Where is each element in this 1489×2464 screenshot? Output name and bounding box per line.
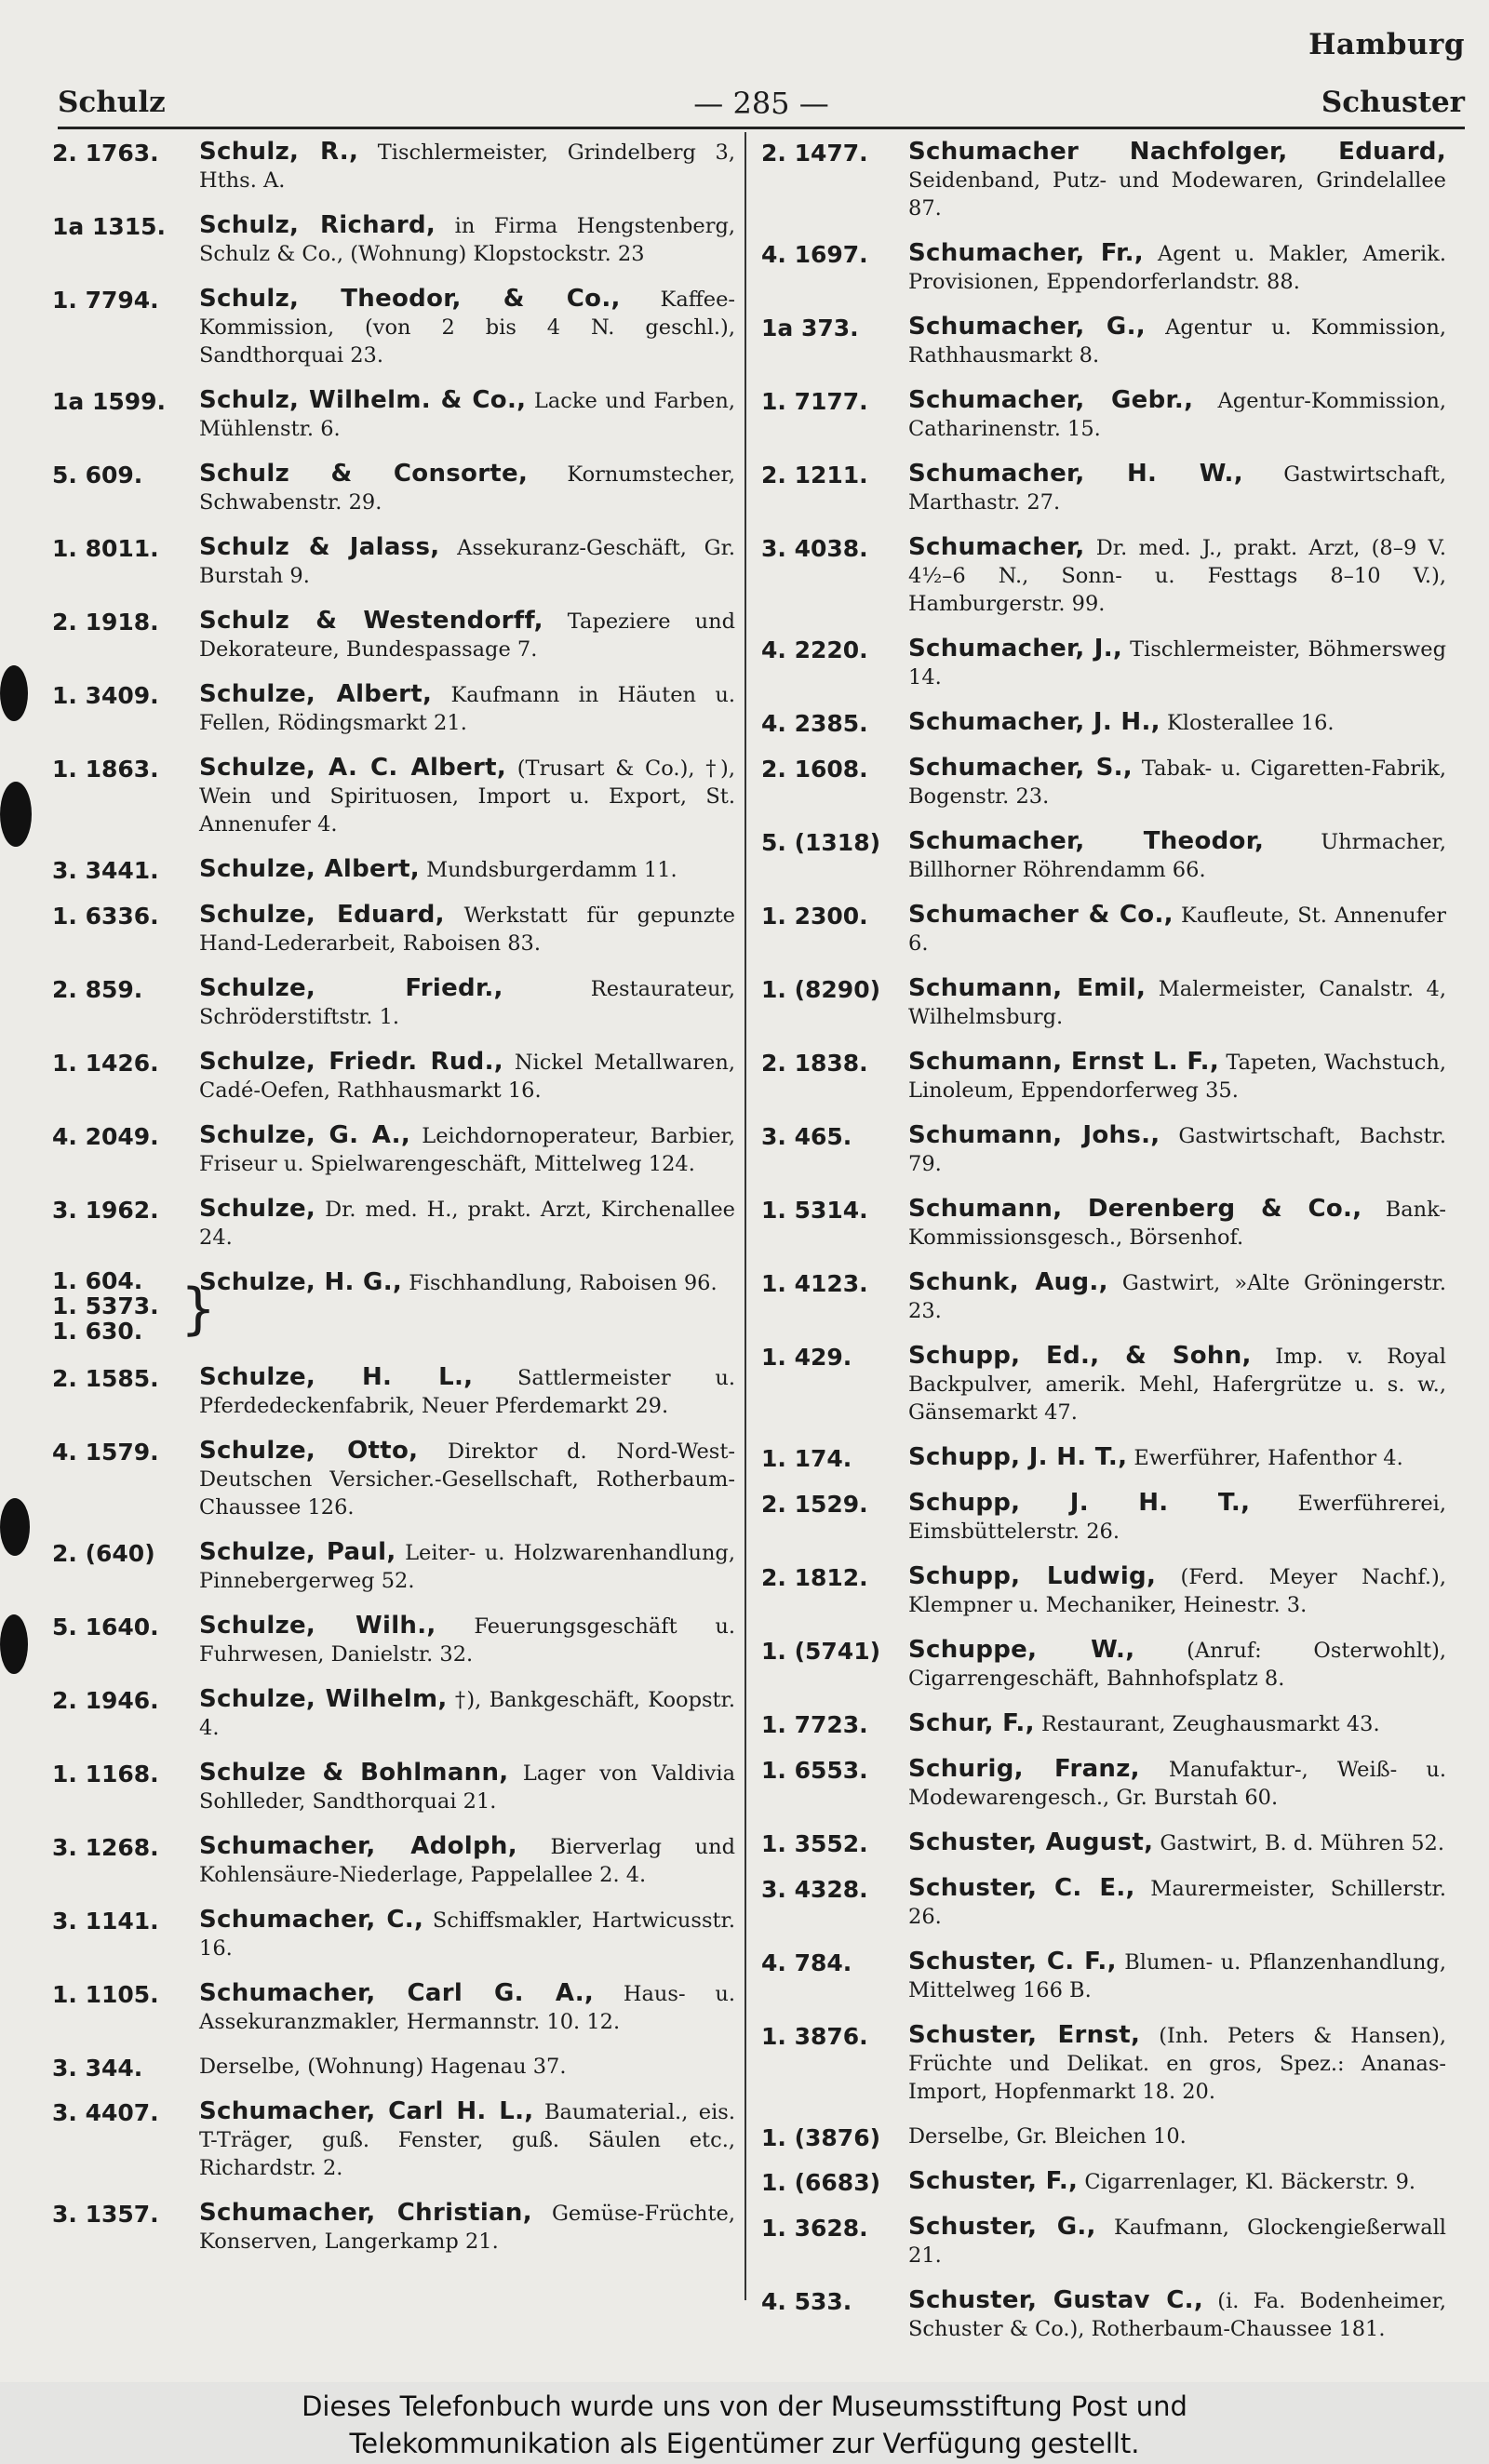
entry-details: Baumaterial., eis. T-Träger, guß. Fenster, guß. Säulen etc., Richardstr. 2. [199,2100,736,2180]
entry-details: Feuerungsgeschäft u. Fuhrwesen, Danielstr. 32. [199,1614,735,1667]
entry-details: Lacke und Farben, Mühlenstr. 6. [199,389,735,441]
entry-details: Werkstatt für gepunzte Hand-Lederarbeit, Raboisen 83. [199,904,735,956]
entry-details: Sattlermeister u. Pferdedeckenfabrik, Neuer Pferdemarkt 29. [199,1366,735,1418]
entry-name: Schumacher Nachfolger, Eduard, [908,138,1446,166]
phone-number: 1. 7794. [52,287,159,314]
phone-number: 1. 1426. [52,1050,159,1077]
phone-number: 2. 859. [52,976,143,1003]
phone-number: 4. 2049. [52,1123,159,1150]
phone-number: 1. 429. [761,1344,852,1371]
entry-details: Tapeziere und Dekorateure, Bundespassage 7. [199,609,735,662]
phone-number: 3. 1962. [52,1197,159,1224]
entry-name: Schulze, Albert, [199,680,433,708]
phone-number: 2. 1529. [761,1491,868,1518]
directory-entry [52,855,735,884]
directory-entry [761,1121,1446,1178]
entry-name: Schuppe, W., [908,1636,1135,1664]
directory-entry [52,1906,735,1962]
entry-name: Schur, F., [908,1709,1035,1737]
directory-entry [761,138,1446,222]
directory-entry [761,1874,1446,1931]
directory-entry [52,533,735,590]
binding-hole-mark [0,1498,30,1556]
entry-name: Schumann, Derenberg & Co., [908,1195,1362,1223]
phone-number: 5. (1318) [761,829,881,856]
directory-entry [52,1612,735,1668]
directory-entry [761,313,1446,369]
directory-entry [52,1538,735,1595]
phone-number: 1. 7177. [761,388,868,415]
directory-entry [52,1685,735,1742]
entry-name: Schulze, H. L., [199,1363,474,1391]
entry-details: Tischlermeister, Grindelberg 3, Hths. A. [199,141,735,193]
header-last-name: Schuster [1321,86,1465,119]
entry-details: Kornumstecher, Schwabenstr. 29. [199,462,735,515]
entry-details: Ewerführerei, Eimsbüttelerstr. 26. [908,1492,1446,1544]
phone-number: 4. 1579. [52,1439,159,1466]
entry-name: Schuster, Gustav C., [908,2286,1204,2314]
phone-number: 3. 1357. [52,2201,159,2228]
directory-entry [52,974,735,1031]
phone-number: 4. 1697. [761,241,868,268]
entry-details: Restaurateur, Schröderstiftstr. 1. [199,977,735,1029]
entry-details: Derselbe, (Wohnung) Hagenau 37. [199,2055,567,2079]
directory-entry [52,1195,735,1252]
phone-number: 1. 1863. [52,756,159,783]
entry-details: Schiffsmakler, Hartwicusstr. 16. [199,1908,735,1961]
entry-name: Schupp, Ludwig, [908,1562,1157,1590]
phone-number: 3. 1268. [52,1834,159,1861]
entry-name: Schulz, R., [199,138,359,166]
entry-name: Schumacher, G., [908,313,1146,341]
directory-entry [52,138,735,194]
entry-name: Schumacher, H. W., [908,460,1243,488]
entry-name: Schupp, Ed., & Sohn, [908,1342,1252,1370]
entry-details: Kaufmann, Glockengießerwall 21. [908,2216,1446,2268]
entry-details: Kaffee-Kommission, (von 2 bis 4 N. geschl.), Sandthorquai 23. [199,288,735,368]
entry-name: Schulze, Otto, [199,1437,419,1465]
entry-details: Dr. med. H., prakt. Arzt, Kirchenallee 24. [199,1198,735,1250]
phone-number: 3. 4038. [761,535,868,562]
directory-entry [761,1636,1446,1693]
entry-details: (Anruf: Osterwohlt), Cigarrengeschäft, Bahnhofsplatz 8. [908,1639,1446,1691]
directory-entry [761,1342,1446,1426]
right-column [761,138,1447,2341]
entry-name: Schulze, H. G., [199,1268,403,1296]
phone-numbers [52,1267,217,1345]
directory-entry [52,1048,735,1105]
entry-name: Schulz, Wilhelm. & Co., [199,386,527,414]
left-column [52,138,735,2306]
binding-hole-mark [0,665,28,721]
phone-number: 1. 4123. [761,1270,868,1297]
phone-number: 1. 1105. [52,1981,159,2008]
entry-name: Schulze, G. A., [199,1121,411,1149]
entry-details: Imp. v. Royal Backpulver, amerik. Mehl, Hafergrütze u. s. w., Gänsemarkt 47. [908,1345,1447,1425]
entry-name: Schumacher, Fr., [908,239,1144,267]
footer-line-1: Dieses Telefonbuch wurde uns von der Museumsstiftung Post und [302,2390,1187,2422]
entry-name: Schulze, Friedr., [199,974,503,1002]
directory-entry [52,1759,735,1815]
directory-entry [52,1437,735,1521]
directory-entry [52,460,735,516]
binding-hole-mark [0,1614,28,1674]
phone-number: 1. 5314. [761,1197,868,1224]
entry-name: Schulze, Albert, [199,855,420,883]
entry-name: Schumacher, Gebr., [908,386,1194,414]
directory-entry [52,386,735,443]
entry-name: Schulz & Westendorff, [199,607,543,635]
phone-number: 3. 465. [761,1123,852,1150]
directory-entry [52,1979,735,2036]
phone-number: 1. (6683) [761,2169,881,2196]
entry-name: Schuster, C. F., [908,1948,1117,1975]
entry-name: Schupp, J. H. T., [908,1489,1251,1517]
entry-details: Gastwirt, B. d. Mühren 52. [1160,1831,1445,1855]
phone-number: 2. 1918. [52,609,159,636]
directory-entry [761,754,1446,810]
phone-number: 2. 1812. [761,1564,868,1591]
directory-entry [761,239,1446,296]
phone-number: 1a 373. [761,315,859,341]
phone-number: 4. 2385. [761,710,868,737]
entry-name: Schuster, August, [908,1828,1154,1856]
entry-details: Leiter- u. Holzwarenhandlung, Pinnebergerweg 52. [199,1541,735,1593]
phone-number: 5. 609. [52,462,143,489]
entry-details: Gastwirt, »Alte Gröningerstr. 23. [908,1271,1446,1323]
entry-name: Schumann, Johs., [908,1121,1160,1149]
directory-entry [761,1948,1446,2004]
entry-name: Schumacher, [908,533,1085,561]
directory-entry [52,2097,735,2182]
entry-details: Seidenband, Putz- und Modewaren, Grindelallee 87. [908,168,1446,221]
entry-details: (i. Fa. Bodenheimer, Schuster & Co.), Rotherbaum-Chaussee 181. [908,2289,1447,2341]
entry-name: Schulze, [199,1195,316,1223]
entry-details: Gastwirtschaft, Bachstr. 79. [908,1124,1446,1176]
directory-entry [761,635,1446,691]
phone-number: 5. 1640. [52,1614,159,1640]
directory-entry [761,1828,1446,1857]
phone-number: 2. 1838. [761,1050,868,1077]
phone-number: 1. 3628. [761,2215,868,2242]
entry-name: Schuster, F., [908,2167,1079,2195]
entry-details: Agentur u. Kommission, Rathhausmarkt 8. [908,315,1447,368]
entry-details: Haus- u. Assekuranzmakler, Hermannstr. 10. 12. [199,1982,735,2034]
entry-name: Schumann, Ernst L. F., [908,1048,1220,1076]
entry-name: Schulze, Eduard, [199,901,445,929]
entry-details: Tapeten, Wachstuch, Linoleum, Eppendorferweg 35. [908,1051,1446,1103]
entry-name: Schumacher, Carl H. L., [199,2097,534,2125]
directory-entry [52,680,735,737]
phone-number: 1. (3876) [761,2124,881,2151]
entry-details: Leichdornoperateur, Barbier, Friseur u. Spielwarengeschäft, Mittelweg 124. [199,1124,735,1176]
entry-name: Schulze & Bohlmann, [199,1759,509,1787]
entry-details: Fischhandlung, Raboisen 96. [409,1271,718,1295]
directory-entry [761,1709,1446,1738]
directory-entry [761,2286,1446,2343]
entry-name: Schuster, G., [908,2213,1096,2241]
entry-details: Dr. med. J., prakt. Arzt, (8–9 V. 4½–6 N., Sonn- u. Festtags 8–10 V.), Hamburgerstr. 99. [908,536,1446,616]
entry-details: Bierverlag und Kohlensäure-Niederlage, Pappelallee 2. 4. [199,1835,735,1887]
directory-entry [761,1048,1446,1105]
phone-number: 4. 2220. [761,636,868,663]
phone-number: 1. 1168. [52,1761,159,1788]
entry-name: Schulze, Wilhelm, [199,1685,448,1713]
phone-number: 2. 1211. [761,462,868,489]
entry-name: Schupp, J. H. T., [908,1443,1128,1471]
phone-number: 1. 3409. [52,682,159,709]
entry-details: Uhrmacher, Billhorner Röhrendamm 66. [908,830,1446,882]
directory-entry [761,1755,1446,1812]
phone-number: 2. 1477. [761,140,868,167]
phone-number: 3. 4328. [761,1876,868,1903]
directory-entry [761,2021,1446,2106]
phone-number: 1a 1315. [52,213,167,240]
phone-number: 1. 6336. [52,903,159,930]
entry-name: Schunk, Aug., [908,1268,1108,1296]
directory-entry [52,1268,735,1346]
entry-name: Schulz, Richard, [199,211,436,239]
entry-name: Schumacher, Carl G. A., [199,1979,595,2007]
entry-name: Schumacher, J., [908,635,1123,663]
directory-entry [761,1489,1446,1546]
phone-number: 1. 7723. [761,1711,868,1738]
entry-name: Schulze, Wilh., [199,1612,436,1640]
footer-line-2: Telekommunikation als Eigentümer zur Verfügung gestellt. [349,2428,1140,2459]
phone-number: 1. 5373. [52,1292,159,1319]
directory-entry [761,974,1446,1031]
phone-number: 3. 344. [52,2055,143,2082]
entry-details: Gastwirtschaft, Marthastr. 27. [908,462,1447,515]
binding-hole-mark [0,782,32,847]
entry-details: Cigarrenlager, Kl. Bäckerstr. 9. [1084,2170,1416,2194]
entry-details: (Trusart & Co.), †), Wein und Spirituosen, Import u. Export, St. Annenufer 4. [199,757,735,837]
phone-number: 2. (640) [52,1540,155,1567]
directory-entry [761,2213,1446,2270]
entry-details: Kaufmann in Häuten u. Fellen, Rödingsmarkt 21. [199,683,735,735]
column-divider [744,132,746,2300]
entry-details: Manufaktur-, Weiß- u. Modewarengesch., Gr. Burstah 60. [908,1758,1446,1810]
entry-details: †), Bankgeschäft, Koopstr. 4. [199,1688,735,1740]
phone-number: 1. 604. [52,1267,143,1294]
directory-entry [761,2167,1446,2196]
directory-entry [761,1562,1446,1619]
entry-details: in Firma Hengstenberg, Schulz & Co., (Wohnung) Klopstockstr. 23 [199,214,736,266]
entry-name: Schuster, C. E., [908,1874,1135,1902]
phone-number: 1. 3552. [761,1830,868,1857]
entry-details: (Inh. Peters & Hansen), Früchte und Delikat. en gros, Spez.: Ananas-Import, Hopfenmarkt 18. 20. [908,2024,1446,2104]
entry-details: Gemüse-Früchte, Konserven, Langerkamp 21. [199,2202,735,2254]
brace-glyph: } [181,1277,217,1342]
directory-entry [52,901,735,957]
entry-details: Mundsburgerdamm 11. [426,858,677,882]
entry-details: Restaurant, Zeughausmarkt 43. [1040,1712,1380,1736]
entry-name: Schulze, Paul, [199,1538,396,1566]
entry-name: Schumacher, Adolph, [199,1832,517,1860]
entry-name: Schulze, A. C. Albert, [199,754,507,782]
phone-number: 1. 174. [761,1445,852,1472]
footer-notice [0,2382,1489,2464]
directory-entry [761,901,1446,957]
entry-details: Ewerführer, Hafenthor 4. [1134,1446,1403,1470]
page-header [58,78,1465,129]
phone-number: 1. 8011. [52,535,159,562]
directory-entry [761,386,1446,443]
phone-number: 2. 1946. [52,1687,159,1714]
entry-name: Schumann, Emil, [908,974,1147,1002]
phone-number: 3. 1141. [52,1908,159,1935]
directory-entry [761,1195,1446,1252]
directory-entry [52,1121,735,1178]
entry-name: Schuster, Ernst, [908,2021,1141,2049]
directory-entry [52,2053,735,2081]
entry-name: Schulz, Theodor, & Co., [199,285,621,313]
entry-details: Kaufleute, St. Annenufer 6. [908,904,1446,956]
entry-details: Agentur-Kommission, Catharinenstr. 15. [908,389,1446,441]
entry-name: Schulze, Friedr. Rud., [199,1048,503,1076]
entry-name: Schumacher, Christian, [199,2199,532,2227]
entry-details: (Ferd. Meyer Nachf.), Klempner u. Mechaniker, Heinestr. 3. [908,1565,1446,1617]
directory-entry [761,827,1446,884]
entry-name: Schumacher, S., [908,754,1133,782]
phone-number: 1. 630. [52,1318,143,1345]
phone-number: 1. (8290) [761,976,881,1003]
directory-entry [761,1443,1446,1472]
directory-entry [52,1832,735,1889]
directory-entry [761,533,1446,618]
entry-details: Assekuranz-Geschäft, Gr. Burstah 9. [199,536,736,588]
entry-details: Malermeister, Canalstr. 4, Wilhelmsburg. [908,977,1447,1029]
entry-details: Derselbe, Gr. Bleichen 10. [908,2124,1187,2149]
entry-details: Klosterallee 16. [1166,711,1335,735]
directory-entry [52,1363,735,1420]
entry-name: Schumacher, C., [199,1906,424,1934]
header-first-name: Schulz [58,86,166,119]
phone-number: 1a 1599. [52,388,167,415]
directory-entry [761,708,1446,737]
page-number: — 285 — [693,86,829,121]
phone-number: 2. 1585. [52,1365,159,1392]
entry-details: Tabak- u. Cigaretten-Fabrik, Bogenstr. 23. [908,757,1447,809]
phone-number: 1. 6553. [761,1757,868,1784]
phone-number: 4. 533. [761,2288,852,2315]
directory-entry [52,607,735,663]
entry-name: Schulz & Jalass, [199,533,440,561]
entry-details: Bank-Kommissionsgesch., Börsenhof. [908,1198,1446,1250]
directory-entry [761,2123,1446,2150]
entry-name: Schulz & Consorte, [199,460,529,488]
phone-number: 3. 4407. [52,2099,159,2126]
phone-number: 1. (5741) [761,1638,881,1665]
directory-entry [52,285,735,369]
phone-number: 4. 784. [761,1949,852,1976]
phone-number: 1. 3876. [761,2023,868,2050]
entry-details: Tischlermeister, Böhmersweg 14. [908,637,1446,690]
directory-entry [761,1268,1446,1325]
entry-details: Agent u. Makler, Amerik. Provisionen, Eppendorferlandstr. 88. [908,242,1446,294]
entry-name: Schumacher & Co., [908,901,1174,929]
phone-number: 3. 3441. [52,857,159,884]
entry-details: Maurermeister, Schillerstr. 26. [908,1877,1446,1929]
directory-entry [761,460,1446,516]
entry-details: Lager von Valdivia Sohlleder, Sandthorquai 21. [199,1761,735,1814]
entry-details: Direktor d. Nord-West-Deutschen Versicher.-Gesellschaft, Rotherbaum-Chaussee 126. [199,1440,735,1520]
phone-number: 1. 2300. [761,903,868,930]
entry-name: Schumacher, J. H., [908,708,1160,736]
directory-entry [52,754,735,838]
entry-name: Schurig, Franz, [908,1755,1140,1783]
phone-number: 2. 1763. [52,140,159,167]
entry-details: Nickel Metallwaren, Cadé-Oefen, Rathhausmarkt 16. [199,1051,735,1103]
directory-entry [52,211,735,268]
directory-entry [52,2199,735,2256]
entry-name: Schumacher, Theodor, [908,827,1265,855]
phone-number: 2. 1608. [761,756,868,783]
entry-details: Blumen- u. Pflanzenhandlung, Mittelweg 166 B. [908,1950,1446,2002]
corner-city: Hamburg [1308,28,1465,61]
